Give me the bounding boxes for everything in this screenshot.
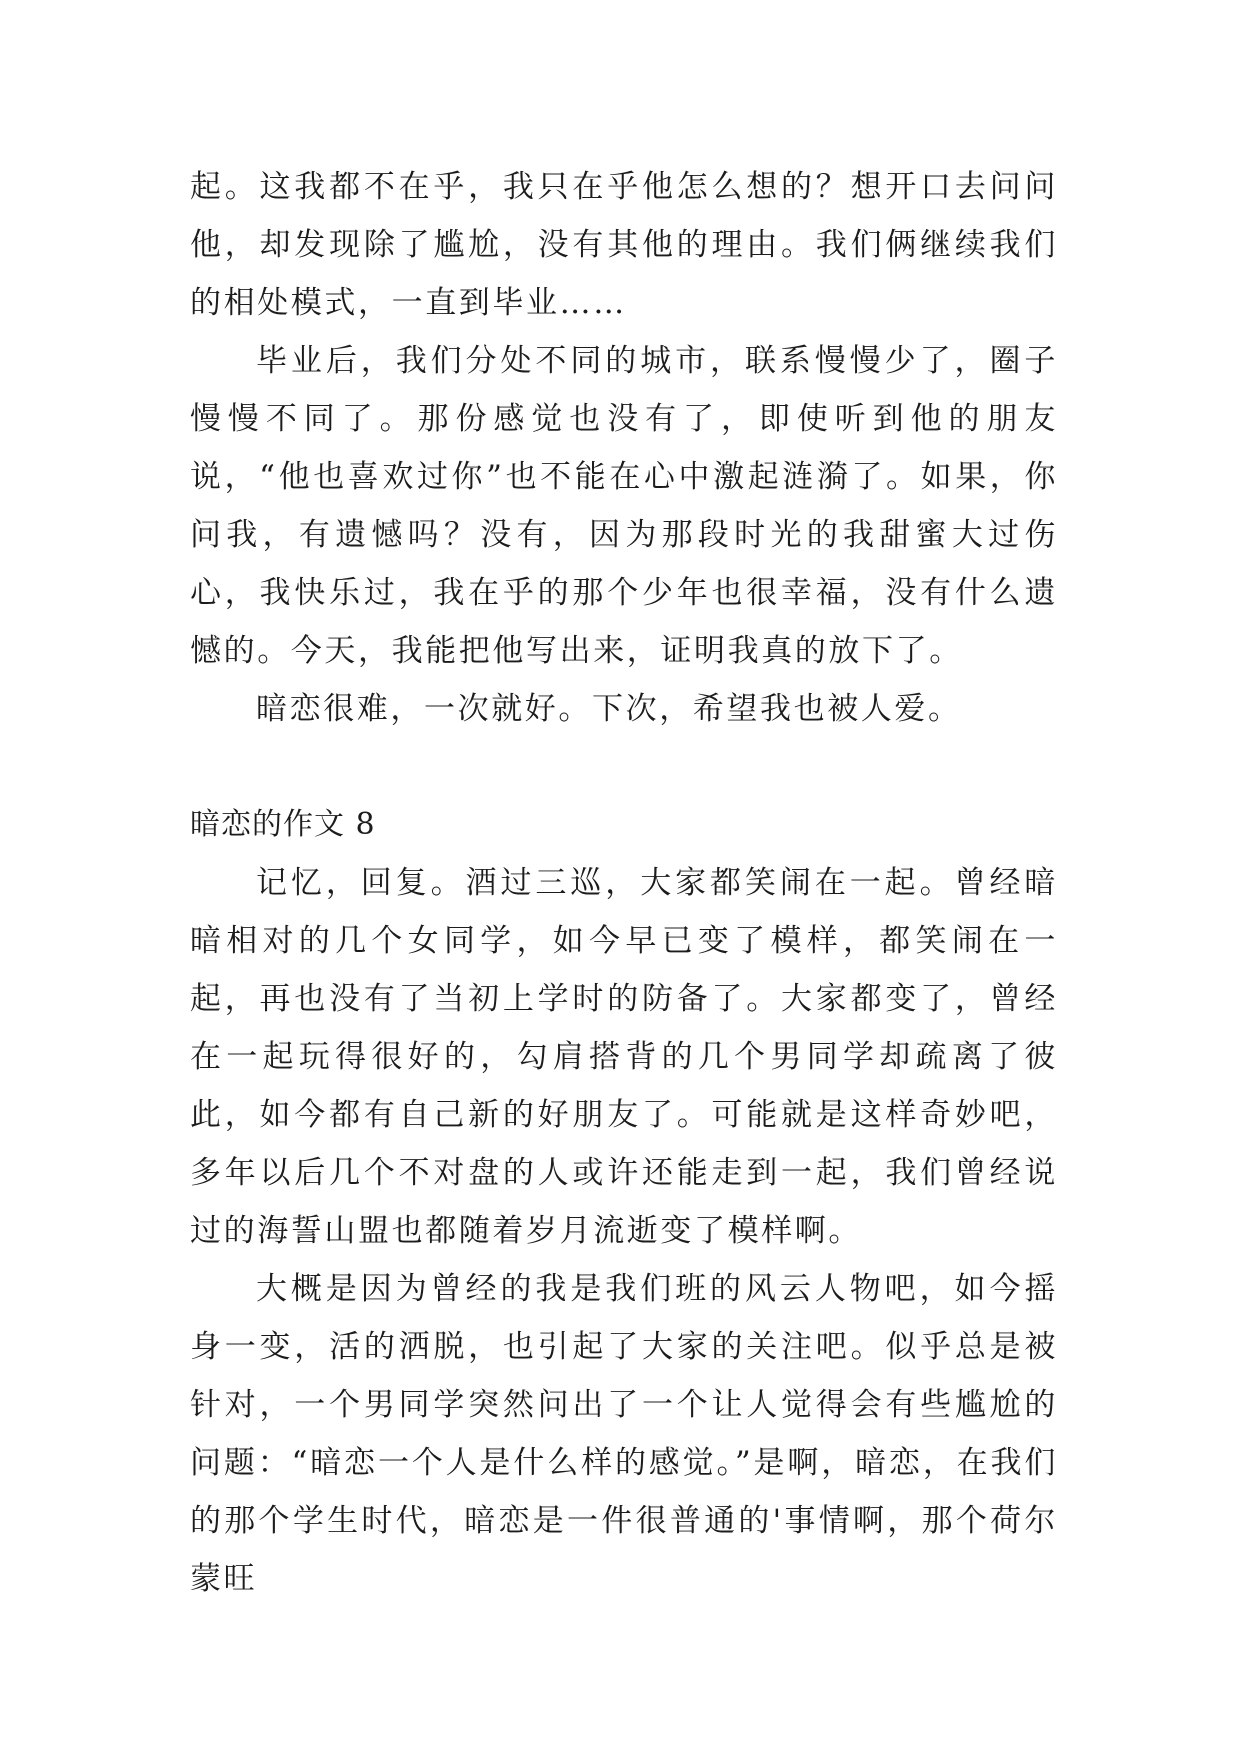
paragraph-5: 大概是因为曾经的我是我们班的风云人物吧，如今摇身一变，活的洒脱，也引起了大家的关注吧。似乎总是被针对，一个男同学突然问出了一个让人觉得会有些尴尬的问题：“暗恋一个人是什么样的感觉。”是啊，暗恋，在我们的那个学生时代，暗恋是一件很普通的'事情啊，那个荷尔蒙旺 bbox=[190, 1271, 1058, 1597]
paragraph-3: 暗恋很难，一次就好。下次，希望我也被人爱。 bbox=[256, 691, 962, 727]
paragraph-4: 记忆，回复。酒过三巡，大家都笑闹在一起。曾经暗暗相对的几个女同学，如今早已变了模样，都笑闹在一起，再也没有了当初上学时的防备了。大家都变了，曾经在一起玩得很好的，勾肩搭背的几个男同学却疏离了彼此，如今都有自己新的好朋友了。可能就是这样奇妙吧， 多年以后几个不对盘的人或许还能走到一起，我们曾经说过的海誓山盟也都随着岁月流逝变了模样啊。 bbox=[190, 865, 1058, 1249]
document-body bbox=[190, 158, 1058, 1608]
paragraph-1: 起。这我都不在乎，我只在乎他怎么想的？想开口去问问他，却发现除了尴尬，没有其他的理由。我们俩继续我们的相处模式，一直到毕业…… bbox=[190, 169, 1058, 321]
paragraph-2: 毕业后，我们分处不同的城市，联系慢慢少了，圈子慢慢不同了。那份感觉也没有了，即使听到他的朋友说，“他也喜欢过你”也不能在心中激起涟漪了。如果，你问我，有遗憾吗？没有，因为那段时光的我甜蜜大过伤心，我快乐过，我在乎的那个少年也很幸福，没有什么遗憾的。今天，我能把他写出来，证明我真的放下了。 bbox=[190, 343, 1058, 669]
section-heading: 暗恋的作文 8 bbox=[190, 807, 376, 842]
